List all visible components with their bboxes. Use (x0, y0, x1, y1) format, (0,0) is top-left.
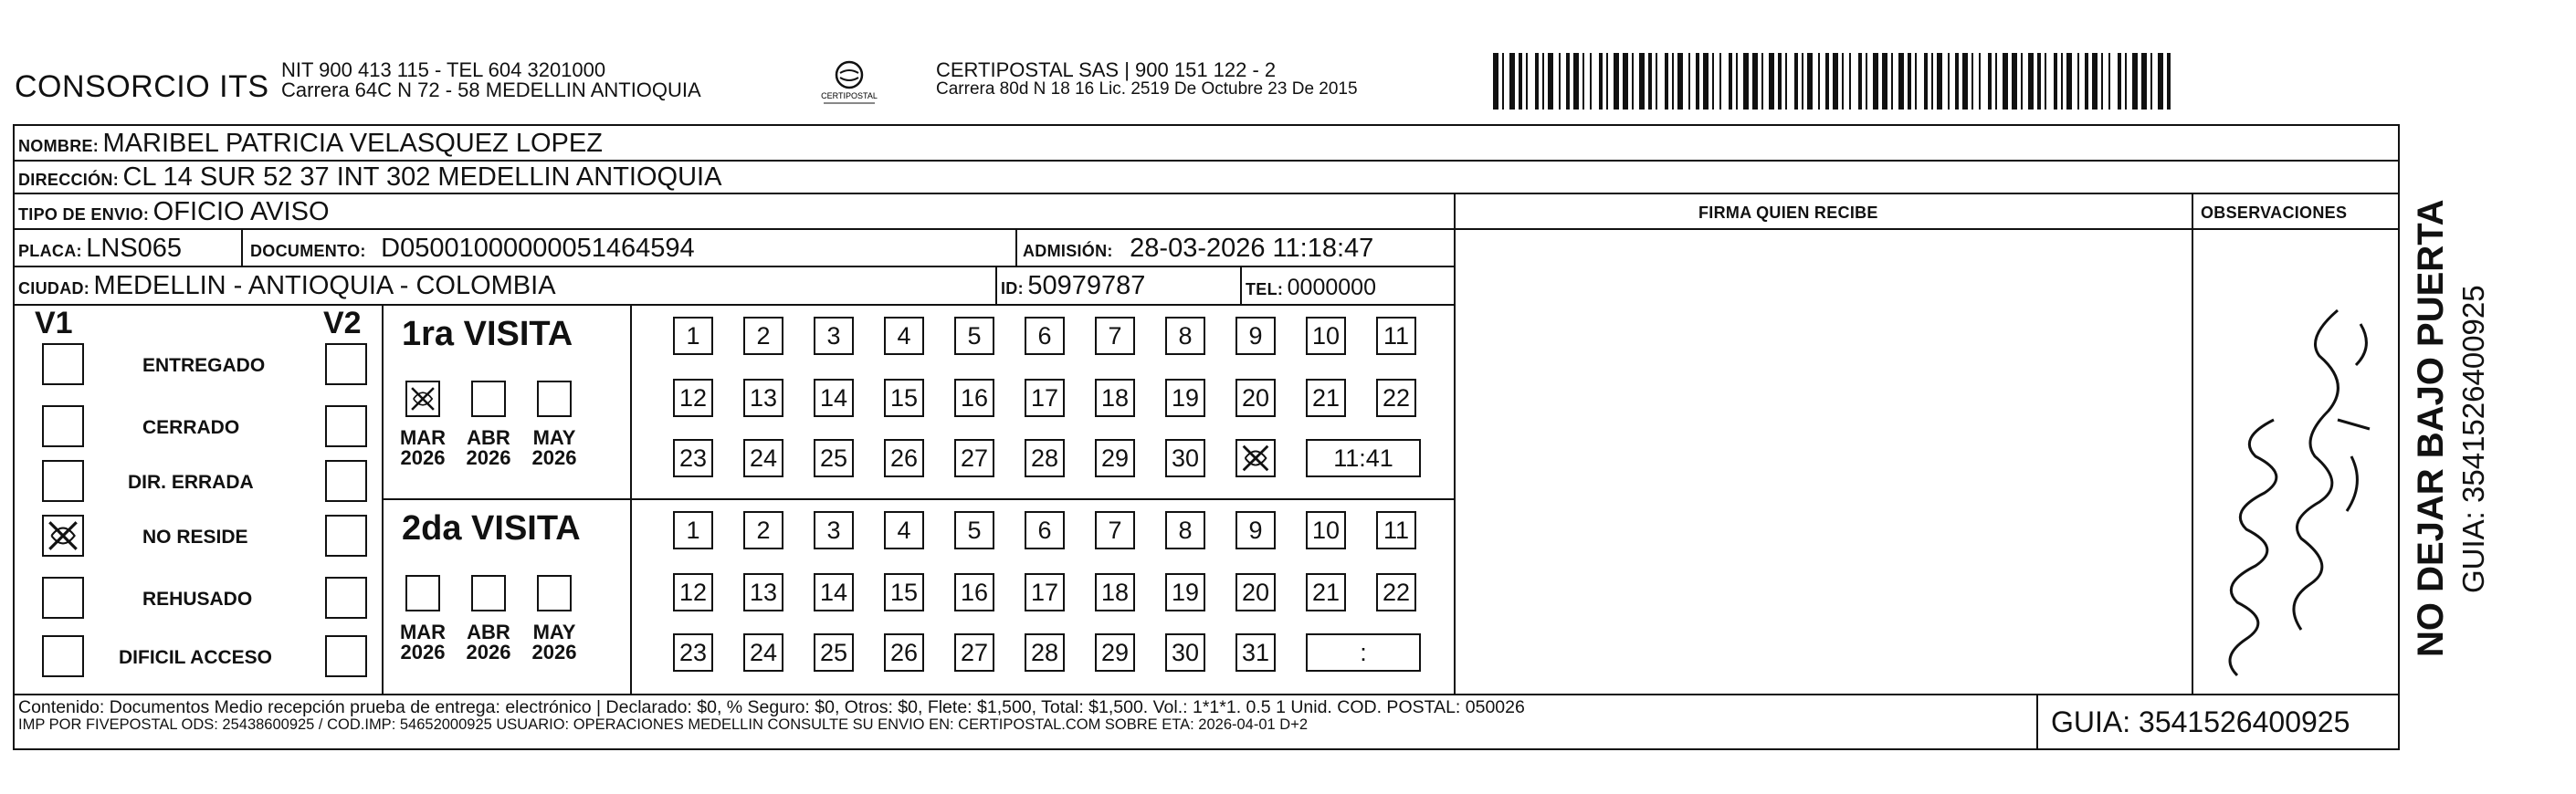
barcode-bar (2054, 53, 2057, 110)
side-guia: GUIA: 3541526400925 (2456, 285, 2490, 593)
barcode-bar (1502, 53, 1504, 110)
day-box[interactable]: 1 (673, 317, 713, 355)
barcode-bar (2066, 53, 2072, 110)
day-box[interactable]: 21 (1306, 379, 1346, 417)
day-box[interactable]: 24 (743, 633, 783, 672)
barcode-bar (1665, 53, 1668, 110)
status-label: ENTREGADO (142, 355, 266, 376)
barcode-bar (2061, 53, 2063, 110)
company-address: Carrera 64C N 72 - 58 MEDELLIN ANTIOQUIA (281, 78, 701, 101)
form-frame (13, 124, 2400, 750)
company-info (281, 60, 701, 100)
visit-title: 1ra VISITA (402, 315, 573, 353)
barcode-bar (2150, 53, 2152, 110)
day-box[interactable]: 24 (743, 439, 783, 477)
col-divider (995, 266, 997, 304)
barcode-bar (2037, 53, 2041, 110)
placa-value: LNS065 (86, 234, 183, 263)
day-box[interactable]: 26 (884, 633, 924, 672)
day-box[interactable]: 19 (1165, 573, 1205, 611)
day-box[interactable]: 18 (1095, 379, 1135, 417)
ciudad-label: CIUDAD: (18, 279, 90, 298)
barcode-bar (1849, 53, 1851, 110)
status-label: NO RESIDE (142, 527, 248, 548)
day-box[interactable]: 12 (673, 573, 713, 611)
barcode-bar (2003, 53, 2008, 110)
barcode-bar (1712, 53, 1714, 110)
barcode (1491, 53, 2174, 110)
barcode-bar (1802, 53, 1803, 110)
company-nit: NIT 900 413 115 - TEL 604 3201000 (281, 58, 606, 81)
barcode-bar (1988, 53, 1992, 110)
status-label: DIR. ERRADA (128, 472, 254, 493)
v2-checkbox[interactable] (325, 460, 367, 502)
barcode-bar (2118, 53, 2121, 110)
month-label (391, 428, 455, 468)
day-box[interactable]: 19 (1165, 379, 1205, 417)
day-box[interactable]: 17 (1025, 573, 1065, 611)
day-box[interactable]: 5 (954, 511, 994, 549)
v2-checkbox[interactable] (325, 635, 367, 677)
day-box[interactable]: 4 (884, 511, 924, 549)
barcode-bar (1842, 53, 1844, 110)
day-box[interactable]: 2 (743, 317, 783, 355)
visit-title: 2da VISITA (402, 509, 581, 548)
month-checkbox[interactable] (471, 575, 506, 611)
day-box[interactable]: 14 (814, 573, 854, 611)
day-box[interactable]: 15 (884, 573, 924, 611)
barcode-bar (1743, 53, 1749, 110)
barcode-bar (1937, 53, 1942, 110)
barcode-bar (1761, 53, 1763, 110)
status-label: REHUSADO (142, 589, 253, 610)
time-box[interactable]: 11:41 (1306, 439, 1421, 477)
barcode-bar (2012, 53, 2017, 110)
barcode-bar (1873, 53, 1878, 110)
day-box[interactable]: 17 (1025, 379, 1065, 417)
v1-checkbox[interactable] (42, 515, 84, 557)
day-box[interactable]: 28 (1025, 439, 1065, 477)
barcode-bar (1931, 53, 1933, 110)
barcode-bar (1639, 53, 1645, 110)
barcode-bar (1962, 53, 1968, 110)
day-box[interactable]: 26 (884, 439, 924, 477)
day-box[interactable]: 1 (673, 511, 713, 549)
barcode-bar (1656, 53, 1657, 110)
v2-checkbox[interactable] (325, 343, 367, 385)
id-label: ID: (1001, 279, 1024, 298)
tipo-row (18, 199, 330, 225)
barcode-bar (1566, 53, 1570, 110)
barcode-bar (1971, 53, 1973, 110)
day-box[interactable]: 30 (1165, 633, 1205, 672)
day-box[interactable]: 22 (1376, 573, 1416, 611)
barcode-bar (1794, 53, 1798, 110)
barcode-bar (1677, 53, 1683, 110)
month-checkbox[interactable] (405, 381, 440, 417)
month-year: 2026 (531, 641, 577, 663)
barcode-bar (2101, 53, 2103, 110)
month-label (391, 622, 455, 663)
nombre-value: MARIBEL PATRICIA VELASQUEZ LOPEZ (102, 129, 603, 158)
documento-row (250, 235, 695, 262)
nombre-row (18, 131, 603, 157)
day-box[interactable]: 3 (814, 317, 854, 355)
row-divider (13, 266, 1456, 267)
id-value: 50979787 (1027, 271, 1146, 300)
barcode-bar (1623, 53, 1628, 110)
barcode-bar (1858, 53, 1862, 110)
day-box[interactable]: 20 (1235, 573, 1276, 611)
firma-header: FIRMA QUIEN RECIBE (1698, 204, 1878, 222)
month-name: MAY (532, 621, 576, 643)
barcode-bar (1559, 53, 1561, 110)
month-name: MAR (399, 621, 447, 643)
barcode-bar (1535, 53, 1539, 110)
barcode-bar (1573, 53, 1579, 110)
company-name: CONSORCIO ITS (15, 69, 269, 104)
month-label (522, 428, 586, 468)
barcode-bar (1785, 53, 1787, 110)
direccion-label: DIRECCIÓN: (18, 171, 119, 189)
barcode-bar (1696, 53, 1699, 110)
certipostal-logo (815, 58, 884, 106)
admision-label: ADMISIÓN: (1023, 242, 1113, 260)
barcode-bar (1729, 53, 1732, 110)
day-box[interactable]: 9 (1235, 511, 1276, 549)
month-year: 2026 (531, 446, 577, 469)
ciudad-value: MEDELLIN - ANTIOQUIA - COLOMBIA (93, 271, 556, 300)
barcode-bar (1719, 53, 1721, 110)
courier-address: Carrera 80d N 18 16 Lic. 2519 De Octubre 23 De 2015 (936, 79, 1358, 99)
day-box[interactable]: 31 (1235, 633, 1276, 672)
month-label (457, 622, 520, 663)
month-name: MAY (532, 426, 576, 449)
logo-caption: CERTIPOSTAL (821, 91, 878, 100)
barcode-bar (1833, 53, 1838, 110)
day-box[interactable]: 7 (1095, 317, 1135, 355)
day-box[interactable]: 12 (673, 379, 713, 417)
v2-checkbox[interactable] (325, 515, 367, 557)
month-year: 2026 (466, 446, 511, 469)
day-box[interactable]: 15 (884, 379, 924, 417)
month-name: MAR (399, 426, 447, 449)
barcode-bar (1908, 53, 1911, 110)
time-box[interactable]: : (1306, 633, 1421, 672)
day-box[interactable]: 30 (1165, 439, 1205, 477)
month-label (522, 622, 586, 663)
status-label: CERRADO (142, 417, 240, 438)
day-box[interactable]: 11 (1376, 511, 1416, 549)
day-box[interactable]: 6 (1025, 511, 1065, 549)
observaciones-header: OBSERVACIONES (2201, 204, 2348, 222)
barcode-bar (1915, 53, 1917, 110)
row-divider (13, 228, 2400, 230)
barcode-bar (1599, 53, 1603, 110)
day-box[interactable]: 16 (954, 379, 994, 417)
col-divider (2036, 694, 2038, 750)
barcode-bar (1606, 53, 1608, 110)
day-box[interactable]: 22 (1376, 379, 1416, 417)
barcode-bar (1590, 53, 1592, 110)
footer-info (18, 699, 2027, 732)
row-divider (2192, 228, 2400, 230)
month-checkbox[interactable] (537, 575, 572, 611)
barcode-bar (2092, 53, 2098, 110)
barcode-bar (2021, 53, 2023, 110)
col-divider (2192, 193, 2193, 694)
barcode-bar (2028, 53, 2034, 110)
barcode-bar (1807, 53, 1813, 110)
day-box[interactable]: 18 (1095, 573, 1135, 611)
day-box[interactable]: 8 (1165, 317, 1205, 355)
v1-checkbox[interactable] (42, 635, 84, 677)
barcode-bar (2045, 53, 2046, 110)
barcode-bar (1493, 53, 1498, 110)
barcode-bar (2085, 53, 2088, 110)
month-name: ABR (467, 621, 510, 643)
admision-row (1023, 235, 1373, 262)
day-box[interactable]: 27 (954, 633, 994, 672)
handwritten-observation (2201, 237, 2397, 684)
barcode-bar (1509, 53, 1515, 110)
day-box[interactable]: 25 (814, 633, 854, 672)
tel-row (1246, 277, 1376, 299)
row-divider (13, 694, 2400, 695)
barcode-bar (1778, 53, 1782, 110)
courier-nit: CERTIPOSTAL SAS | 900 151 122 - 2 (936, 58, 1277, 81)
barcode-bar (2132, 53, 2138, 110)
day-box[interactable]: 3 (814, 511, 854, 549)
day-box[interactable]: 6 (1025, 317, 1065, 355)
barcode-bar (1995, 53, 1997, 110)
month-name: ABR (467, 426, 510, 449)
month-checkbox[interactable] (405, 575, 440, 611)
day-box[interactable]: 8 (1165, 511, 1205, 549)
v2-checkbox[interactable] (325, 577, 367, 619)
day-box[interactable]: 21 (1306, 573, 1346, 611)
day-box[interactable]: 14 (814, 379, 854, 417)
day-box[interactable]: 7 (1095, 511, 1135, 549)
day-box[interactable]: 10 (1306, 317, 1346, 355)
day-box[interactable]: 23 (673, 439, 713, 477)
footer-print-info: IMP POR FIVEPOSTAL ODS: 25438600925 / COD.IMP: 54652000925 USUARIO: OPERACIONES MEDELLIN CONSULTE SU ENVIO EN: CERTIPOSTAL.COM SOBRE ETA: 2026-04-01 D+2 (18, 716, 1309, 733)
barcode-bar (1614, 53, 1619, 110)
status-label: DIFICIL ACCESO (119, 647, 273, 668)
day-box[interactable] (1235, 439, 1276, 477)
barcode-bar (1898, 53, 1904, 110)
barcode-bar (1526, 53, 1528, 110)
day-box[interactable]: 29 (1095, 439, 1135, 477)
col-divider (1015, 228, 1017, 266)
v1-checkbox[interactable] (42, 343, 84, 385)
day-box[interactable]: 11 (1376, 317, 1416, 355)
barcode-bar (1979, 53, 1981, 110)
barcode-bar (1818, 53, 1820, 110)
tipo-value: OFICIO AVISO (152, 197, 330, 226)
barcode-bar (2108, 53, 2110, 110)
footer-contents: Contenido: Documentos Medio recepción prueba de entrega: electrónico | Declarado: $0, % Seguro: $0, Otros: $0, Flete: $1,500, Total: $1,500. Vol.: 1*1*1. 0.5 1 Unid. COD. POSTAL: 050026 (18, 697, 1525, 717)
day-box[interactable]: 25 (814, 439, 854, 477)
v2-checkbox[interactable] (325, 405, 367, 447)
barcode-bar (1632, 53, 1634, 110)
tipo-label: TIPO DE ENVIO: (18, 205, 150, 224)
guia-number: GUIA: 3541526400925 (2051, 705, 2350, 738)
row-divider (13, 193, 2400, 194)
documento-value: D05001000000051464594 (381, 234, 695, 263)
barcode-bar (2158, 53, 2163, 110)
barcode-bar (2077, 53, 2079, 110)
barcode-bar (2167, 53, 2171, 110)
col-divider (1454, 193, 1456, 694)
day-box[interactable]: 2 (743, 511, 783, 549)
month-year: 2026 (400, 446, 446, 469)
row-divider (13, 160, 2400, 162)
barcode-bar (1769, 53, 1774, 110)
day-box[interactable]: 13 (743, 573, 783, 611)
barcode-bar (2125, 53, 2127, 110)
side-warning: NO DEJAR BAJO PUERTA (2411, 199, 2451, 657)
day-box[interactable]: 9 (1235, 317, 1276, 355)
courier-info (936, 60, 1358, 98)
ciudad-row (18, 273, 556, 299)
barcode-bar (1948, 53, 1950, 110)
day-box[interactable]: 13 (743, 379, 783, 417)
v2-header: V2 (323, 306, 362, 340)
documento-label: DOCUMENTO: (250, 242, 366, 260)
barcode-bar (1582, 53, 1584, 110)
barcode-bar (1703, 53, 1709, 110)
id-row (1001, 273, 1145, 299)
day-box[interactable]: 10 (1306, 511, 1346, 549)
barcode-bar (1672, 53, 1674, 110)
v1-checkbox[interactable] (42, 577, 84, 619)
direccion-value: CL 14 SUR 52 37 INT 302 MEDELLIN ANTIOQUIA (122, 162, 722, 192)
tel-value: 0000000 (1287, 275, 1376, 300)
barcode-bar (1825, 53, 1829, 110)
day-box[interactable]: 28 (1025, 633, 1065, 672)
nombre-label: NOMBRE: (18, 137, 100, 155)
row-divider (382, 498, 1454, 500)
day-box[interactable]: 20 (1235, 379, 1276, 417)
placa-label: PLACA: (18, 242, 82, 260)
barcode-bar (1519, 53, 1522, 110)
col-divider (1240, 266, 1242, 304)
barcode-bar (1688, 53, 1690, 110)
barcode-bar (1955, 53, 1959, 110)
barcode-bar (1891, 53, 1893, 110)
day-box[interactable]: 16 (954, 573, 994, 611)
month-year: 2026 (466, 641, 511, 663)
barcode-bar (1548, 53, 1553, 110)
row-divider (13, 304, 1456, 306)
barcode-bar (1882, 53, 1887, 110)
month-checkbox[interactable] (537, 381, 572, 417)
barcode-bar (1648, 53, 1652, 110)
barcode-bar (1752, 53, 1758, 110)
day-box[interactable]: 4 (884, 317, 924, 355)
v1-header: V1 (35, 306, 73, 340)
admision-value: 28-03-2026 11:18:47 (1130, 234, 1374, 263)
tel-label: TEL: (1246, 280, 1284, 298)
col-divider (241, 228, 243, 266)
month-year: 2026 (400, 641, 446, 663)
day-box[interactable]: 27 (954, 439, 994, 477)
barcode-bar (1736, 53, 1738, 110)
month-label (457, 428, 520, 468)
v1-checkbox[interactable] (42, 460, 84, 502)
day-box[interactable]: 23 (673, 633, 713, 672)
placa-row (18, 235, 182, 262)
direccion-row (18, 164, 721, 191)
barcode-bar (1866, 53, 1867, 110)
barcode-bar (1924, 53, 1928, 110)
barcode-bar (2141, 53, 2147, 110)
day-box[interactable]: 5 (954, 317, 994, 355)
v1-checkbox[interactable] (42, 405, 84, 447)
day-box[interactable]: 29 (1095, 633, 1135, 672)
month-checkbox[interactable] (471, 381, 506, 417)
barcode-bar (1542, 53, 1544, 110)
